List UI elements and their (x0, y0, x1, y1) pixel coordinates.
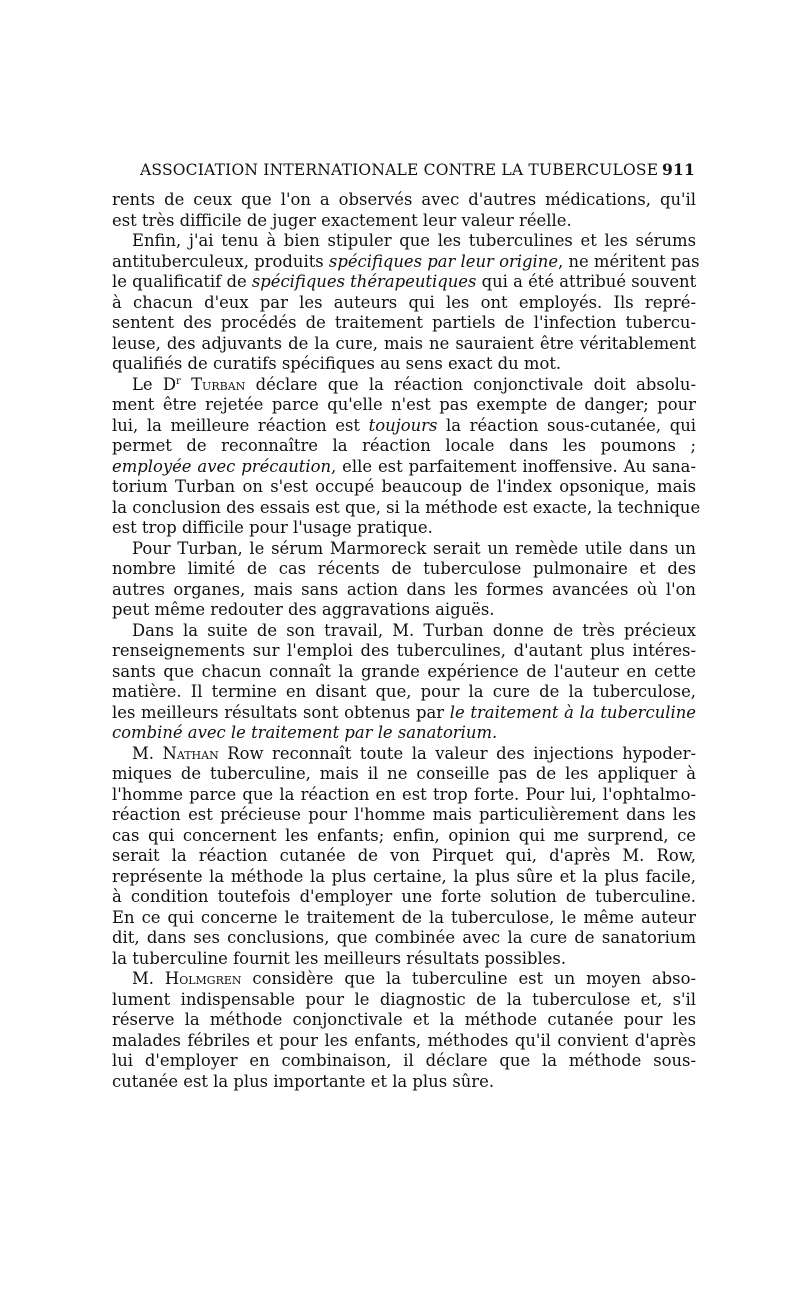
text-line: la conclusion des essais est que, si la méthode est exacte, la technique (112, 497, 701, 517)
text-line: antituberculeux, produits spécifiques par leur origine, ne méritent pas (112, 251, 700, 271)
running-header (140, 158, 695, 182)
text-line: réserve la méthode conjonctivale et la méthode cutanée pour les (112, 1010, 696, 1029)
text-line: les meilleurs résultats sont obtenus par le traitement à la tuberculine (112, 702, 696, 722)
text-line: cutanée est la plus importante et la plus sûre. (112, 1071, 495, 1091)
text-line: à chacun d'eux par les auteurs qui les ont employés. Ils repré- (112, 292, 696, 312)
text-line: malades fébriles et pour les enfants, méthodes qu'il convient d'après (112, 1030, 696, 1050)
text-line: est trop difficile pour l'usage pratique. (112, 518, 433, 537)
paragraph-1 (112, 190, 696, 231)
text-line: M. Nathan Row reconnaît toute la valeur des injections hypoder- (132, 743, 696, 763)
paragraph-5 (112, 621, 696, 744)
text-line: nombre limité de cas récents de tuberculose pulmonaire et des (112, 559, 696, 578)
header-title: ASSOCIATION INTERNATIONALE CONTRE LA TUBERCULOSE (140, 161, 659, 179)
text-line: Pour Turban, le sérum Marmoreck serait un remède utile dans un (132, 538, 696, 558)
text-line: torium Turban on s'est occupé beaucoup de l'index opsonique, mais (112, 477, 696, 496)
text-line: matière. Il termine en disant que, pour la cure de la tuberculose, (112, 682, 696, 701)
text-line: réaction est précieuse pour l'homme mais particulièrement dans les (112, 805, 696, 824)
text-line: lui, la meilleure réaction est toujours la réaction sous-cutanée, qui (112, 415, 697, 435)
text-line: employée avec précaution, elle est parfaitement inoffensive. Au sana- (112, 456, 696, 476)
text-line: ment être rejetée parce qu'elle n'est pas exempte de danger; pour (112, 395, 696, 414)
text-line: l'homme parce que la réaction en est trop forte. Pour lui, l'ophtalmo- (112, 784, 696, 804)
text-line: la tuberculine fournit les meilleurs résultats possibles. (112, 948, 567, 968)
text-line: sentent des procédés de traitement partiels de l'infection tubercu- (112, 313, 696, 332)
text-line: autres organes, mais sans action dans les formes avancées où l'on (112, 579, 696, 599)
text-line: peut même redouter des aggravations aiguës. (112, 600, 495, 619)
paragraph-6 (112, 744, 696, 970)
text-line: à condition toutefois d'employer une forte solution de tuberculine. (112, 887, 696, 906)
page-number: 911 (662, 160, 695, 179)
body-text (112, 190, 701, 1092)
text-line: sants que chacun connaît la grande expérience de l'auteur en cette (112, 661, 696, 681)
paragraph-2 (112, 231, 700, 375)
text-line: leuse, des adjuvants de la cure, mais ne sauraient être véritablement (112, 333, 696, 353)
text-line: En ce qui concerne le traitement de la tuberculose, le même auteur (112, 907, 696, 927)
text-line: dit, dans ses conclusions, que combinée avec la cure de sanatorium (112, 928, 696, 947)
text-line: M. Holmgren considère que la tuberculine est un moyen abso- (132, 969, 696, 988)
text-line: miques de tuberculine, mais il ne conseille pas de les appliquer à (112, 764, 696, 783)
text-line: combiné avec le traitement par le sanatorium. (112, 723, 498, 742)
text-line: Dans la suite de son travail, M. Turban donne de très précieux (132, 620, 696, 640)
text-line: est très difficile de juger exactement leur valeur réelle. (112, 210, 572, 230)
text-line: le qualificatif de spécifiques thérapeutiques qui a été attribué souvent (112, 272, 697, 291)
text-line: Enfin, j'ai tenu à bien stipuler que les tuberculines et les sérums (132, 231, 696, 250)
paragraph-3 (112, 374, 701, 539)
text-line: lui d'employer en combinaison, il déclare que la méthode sous- (112, 1051, 696, 1070)
text-line: rents de ceux que l'on a observés avec d'autres médications, qu'il (112, 190, 696, 209)
paragraph-7 (112, 969, 696, 1092)
text-line: serait la réaction cutanée de von Pirquet qui, d'après M. Row, (112, 846, 696, 865)
text-line: représente la méthode la plus certaine, la plus sûre et la plus facile, (112, 866, 696, 886)
text-line: qualifiés de curatifs spécifiques au sens exact du mot. (112, 354, 562, 373)
paragraph-4 (112, 539, 696, 621)
text-line: Le $D^r$ Turban déclare que la réaction conjonctivale doit absolu- (132, 374, 696, 394)
text-line: permet de reconnaître la réaction locale dans les poumons ; (112, 436, 696, 455)
text-line: cas qui concernent les enfants; enfin, opinion qui me surprend, ce (112, 825, 696, 845)
text-line: renseignements sur l'emploi des tuberculines, d'autant plus intéres- (112, 641, 696, 660)
text-line: lument indispensable pour le diagnostic de la tuberculose et, s'il (112, 989, 696, 1009)
